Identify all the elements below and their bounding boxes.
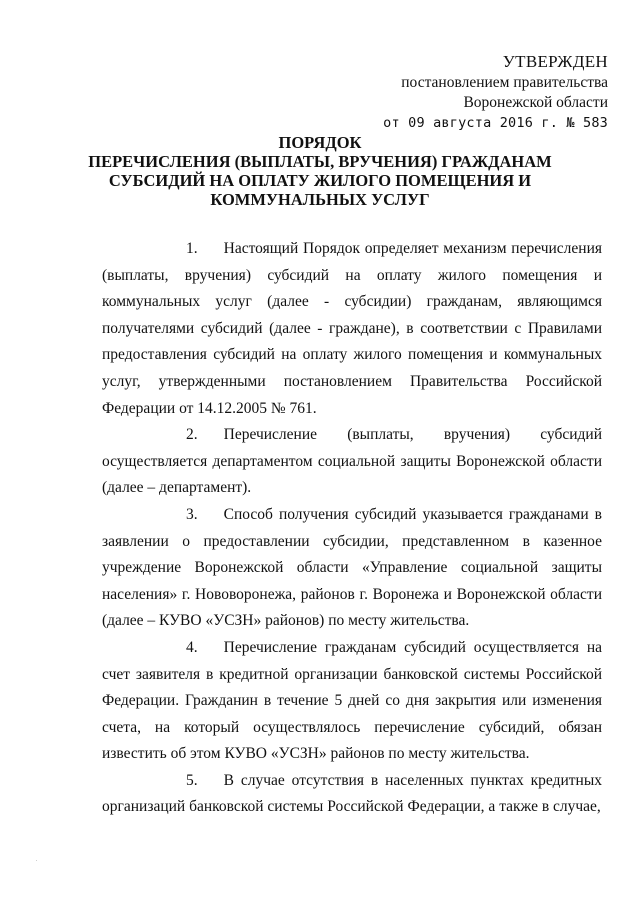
paragraph-text: В случае отсутствия в населенных пунктах кредитных организаций банковской системы Российской Федерации, а также в случае, xyxy=(102,771,602,816)
paragraph-text: Перечисление гражданам субсидий осуществляется на счет заявителя в кредитной организации банковской системы Российской Федерации. Гражданин в течение 5 дней со дня закрытия или изменения счета, на который осуществлялось перечисление субсидий, обязан известить об этом КУВО «УСЗН» районов по месту жительства. xyxy=(102,638,602,763)
heading-line-4: КОММУНАЛЬНЫХ УСЛУГ xyxy=(210,190,430,209)
paragraph-2 xyxy=(102,422,602,502)
paragraph-number: 4. xyxy=(186,638,198,656)
paragraph-number: 2. xyxy=(186,426,198,444)
paragraph-1 xyxy=(102,236,602,422)
paragraph-4 xyxy=(102,635,602,768)
document-heading xyxy=(0,133,640,209)
approval-line-resolution: постановлением правительства xyxy=(401,74,608,91)
paragraph-3 xyxy=(102,502,602,635)
approval-line-region: Воронежской области xyxy=(463,94,608,111)
approval-date: от 09 августа 2016 г. № 583 xyxy=(383,115,608,131)
document-body xyxy=(102,236,602,821)
heading-line-3: СУБСИДИЙ НА ОПЛАТУ ЖИЛОГО ПОМЕЩЕНИЯ И xyxy=(108,171,532,190)
paragraph-text: Настоящий Порядок определяет механизм перечисления (выплаты, вручения) субсидий на оплату жилого помещения и коммунальных услуг (далее - субсидии) гражданам, являющимся получателями субсидий (далее - граждане), в соответствии с Правилами предоставления субсидий на оплату жилого помещения и коммунальных услуг, утвержденными постановлением Правительства Российской Федерации от 14.12.2005 № 761. xyxy=(102,240,602,417)
paragraph-number: 3. xyxy=(186,505,198,523)
scan-speck xyxy=(36,860,37,861)
paragraph-number: 1. xyxy=(186,240,198,257)
approval-title: УТВЕРЖДЕН xyxy=(502,52,608,71)
heading-line-2: ПЕРЕЧИСЛЕНИЯ (ВЫПЛАТЫ, ВРУЧЕНИЯ) ГРАЖДАНАМ xyxy=(88,152,552,171)
paragraph-text: Перечисление (выплаты, вручения) субсидий осуществляется департаментом социальной защиты Воронежской области (далее – департамент). xyxy=(102,426,602,497)
paragraph-5 xyxy=(102,768,602,821)
heading-line-1: ПОРЯДОК xyxy=(278,133,362,152)
paragraph-text: Способ получения субсидий указывается гражданами в заявлении о предоставлении субсидии, представленном в казенное учреждение Воронежской области «Управление социальной защиты населения» г. Нововоронежа, районов г. Воронежа и Воронежской области (далее – КУВО «УСЗН» районов) по месту жительства. xyxy=(102,505,602,630)
paragraph-number: 5. xyxy=(186,771,198,789)
approval-stamp xyxy=(383,52,608,133)
